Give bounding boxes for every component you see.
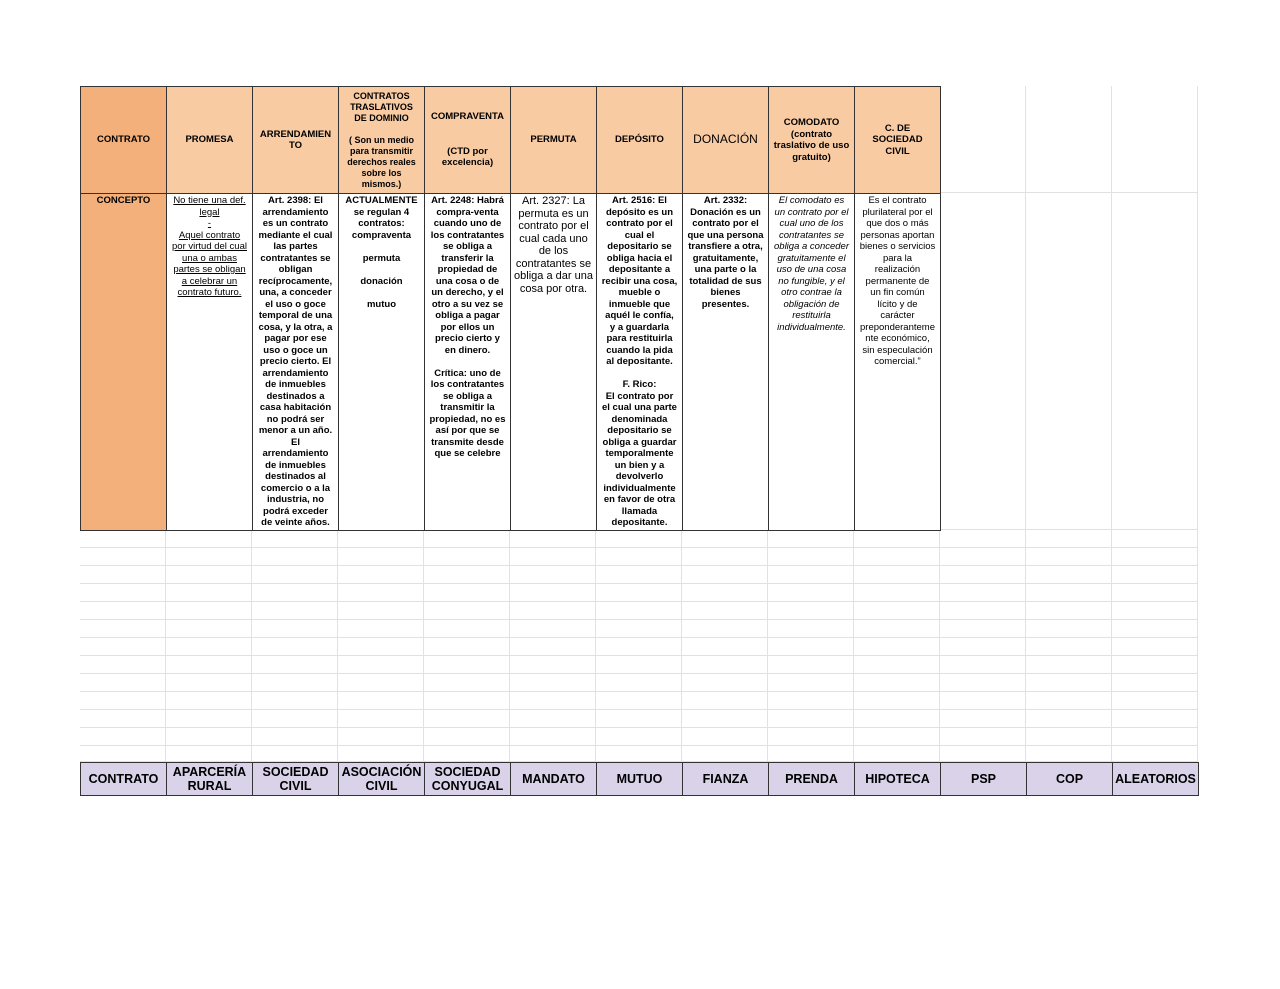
empty-cell bbox=[424, 656, 510, 674]
empty-cell bbox=[768, 638, 854, 656]
empty-cell bbox=[338, 584, 424, 602]
contract-type-cell: COP bbox=[1026, 762, 1113, 796]
empty-cell bbox=[940, 638, 1026, 656]
empty-cell bbox=[940, 566, 1026, 584]
contract-type-cell: FIANZA bbox=[682, 762, 769, 796]
empty-cell bbox=[424, 620, 510, 638]
empty-cell bbox=[252, 566, 338, 584]
empty-cell bbox=[1026, 530, 1112, 548]
empty-cell bbox=[80, 656, 166, 674]
empty-cell bbox=[682, 584, 768, 602]
empty-cell bbox=[166, 692, 252, 710]
empty-cell bbox=[338, 620, 424, 638]
empty-cell bbox=[80, 692, 166, 710]
concept-label: CONCEPTO bbox=[80, 193, 167, 531]
empty-cell bbox=[252, 656, 338, 674]
empty-cell bbox=[940, 548, 1026, 566]
empty-cell bbox=[424, 746, 510, 762]
empty-cell bbox=[1026, 746, 1112, 762]
empty-cell bbox=[940, 602, 1026, 620]
concept-arrendamiento: Art. 2398: El arrendamiento es un contrato mediante el cual las partes contratantes se obligan recíprocamente, una, a conceder el uso o goce temporal de una cosa, y la otra, a pagar por ese uso o goce un precio cierto. El arrendamiento de inmuebles destinados a casa habitación no podrá ser menor a un año. El arrendamiento de inmuebles destinados al comercio o a la industria, no podrá exceder de veinte años. bbox=[252, 193, 339, 531]
header-promesa: PROMESA bbox=[166, 86, 253, 194]
empty-cell bbox=[1112, 638, 1198, 656]
concept-permuta: Art. 2327: La permuta es un contrato por el cual cada uno de los contratantes se obliga a dar una cosa por otra. bbox=[510, 193, 597, 531]
empty-cell bbox=[424, 548, 510, 566]
empty-cell bbox=[80, 728, 166, 746]
contract-type-cell: SOCIEDAD CIVIL bbox=[252, 762, 339, 796]
empty-cell bbox=[768, 692, 854, 710]
empty-cell bbox=[338, 548, 424, 566]
concept-sociedad-civil: Es el contrato plurilateral por el que dos o más personas aportan bienes o servicios para la realización permanente de un fin común lícito y de carácter preponderanteme nte económico, sin especulación comercial.” bbox=[854, 193, 941, 531]
empty-cell bbox=[166, 638, 252, 656]
empty-cell bbox=[338, 566, 424, 584]
empty-cell bbox=[768, 548, 854, 566]
empty-cell bbox=[940, 692, 1026, 710]
empty-cell bbox=[1112, 602, 1198, 620]
empty-cell bbox=[940, 193, 1026, 530]
empty-cell bbox=[510, 584, 596, 602]
empty-cell bbox=[768, 584, 854, 602]
empty-cell bbox=[1026, 674, 1112, 692]
contract-type-cell: APARCERÍA RURAL bbox=[166, 762, 253, 796]
empty-cell bbox=[1026, 584, 1112, 602]
empty-cell bbox=[1112, 566, 1198, 584]
empty-cell bbox=[338, 674, 424, 692]
empty-cell bbox=[1026, 86, 1112, 193]
header-arrendamiento: ARRENDAMIEN TO bbox=[252, 86, 339, 194]
header-permuta: PERMUTA bbox=[510, 86, 597, 194]
empty-cell bbox=[1026, 692, 1112, 710]
empty-cell bbox=[252, 638, 338, 656]
empty-cell bbox=[854, 692, 940, 710]
empty-cell bbox=[166, 584, 252, 602]
empty-cell bbox=[338, 692, 424, 710]
empty-cell bbox=[166, 620, 252, 638]
empty-cell bbox=[854, 674, 940, 692]
empty-cell bbox=[424, 728, 510, 746]
empty-cell bbox=[510, 728, 596, 746]
empty-cell bbox=[424, 710, 510, 728]
empty-cell bbox=[1112, 530, 1198, 548]
empty-cell bbox=[1112, 728, 1198, 746]
empty-cell bbox=[338, 602, 424, 620]
empty-cell bbox=[854, 530, 940, 548]
empty-cell bbox=[940, 620, 1026, 638]
empty-cell bbox=[854, 584, 940, 602]
header-comodato: COMODATO (contrato traslativo de uso gratuito) bbox=[768, 86, 855, 194]
empty-cell bbox=[768, 728, 854, 746]
empty-cell bbox=[682, 746, 768, 762]
empty-cell bbox=[768, 656, 854, 674]
concept-comodato: El comodato es un contrato por el cual uno de los contratantes se obliga a conceder gratuitamente el uso de una cosa no fungible, y el otro contrae la obligación de restituirla individualmente. bbox=[768, 193, 855, 531]
empty-cell bbox=[166, 674, 252, 692]
contract-type-cell: CONTRATO bbox=[80, 762, 167, 796]
empty-cell bbox=[338, 728, 424, 746]
empty-cell bbox=[768, 710, 854, 728]
empty-cell bbox=[166, 530, 252, 548]
empty-cell bbox=[1112, 620, 1198, 638]
contract-type-cell: PRENDA bbox=[768, 762, 855, 796]
empty-cell bbox=[1112, 656, 1198, 674]
empty-cell bbox=[940, 728, 1026, 746]
empty-cell bbox=[854, 602, 940, 620]
empty-cell bbox=[682, 530, 768, 548]
empty-cell bbox=[80, 674, 166, 692]
contract-type-cell: PSP bbox=[940, 762, 1027, 796]
empty-cell bbox=[338, 656, 424, 674]
empty-cell bbox=[768, 566, 854, 584]
empty-cell bbox=[252, 728, 338, 746]
header-donacion: DONACIÓN bbox=[682, 86, 769, 194]
empty-cell bbox=[854, 656, 940, 674]
empty-cell bbox=[1112, 710, 1198, 728]
empty-cell bbox=[424, 584, 510, 602]
empty-cell bbox=[510, 692, 596, 710]
header-contrato: CONTRATO bbox=[80, 86, 167, 194]
empty-cell bbox=[940, 86, 1026, 193]
empty-cell bbox=[510, 638, 596, 656]
empty-cell bbox=[854, 710, 940, 728]
empty-cell bbox=[510, 566, 596, 584]
empty-cell bbox=[1026, 566, 1112, 584]
empty-cell bbox=[1112, 674, 1198, 692]
empty-cell bbox=[1026, 548, 1112, 566]
empty-cell bbox=[252, 530, 338, 548]
empty-cell bbox=[166, 602, 252, 620]
empty-cell bbox=[424, 566, 510, 584]
empty-cell bbox=[80, 602, 166, 620]
empty-cell bbox=[80, 566, 166, 584]
empty-cell bbox=[338, 638, 424, 656]
empty-cell bbox=[252, 548, 338, 566]
empty-cell bbox=[338, 530, 424, 548]
empty-cell bbox=[682, 620, 768, 638]
empty-cell bbox=[80, 638, 166, 656]
empty-cell bbox=[682, 548, 768, 566]
header-sociedad-civil: C. DE SOCIEDAD CIVIL bbox=[854, 86, 941, 194]
empty-cell bbox=[510, 656, 596, 674]
empty-cell bbox=[424, 602, 510, 620]
empty-cell bbox=[1026, 728, 1112, 746]
empty-cell bbox=[596, 530, 682, 548]
empty-cell bbox=[596, 566, 682, 584]
header-traslativos-dominio: CONTRATOS TRASLATIVOS DE DOMINIO ( Son un medio para transmitir derechos reales sobre los mismos.) bbox=[338, 86, 425, 194]
empty-cell bbox=[166, 548, 252, 566]
empty-cell bbox=[940, 674, 1026, 692]
empty-cell bbox=[166, 728, 252, 746]
empty-cell bbox=[854, 746, 940, 762]
empty-cell bbox=[1112, 548, 1198, 566]
empty-cell bbox=[596, 638, 682, 656]
empty-cell bbox=[1026, 193, 1112, 530]
concept-donacion: Art. 2332: Donación es un contrato por el que una persona transfiere a otra, gratuitamente, una parte o la totalidad de sus bienes presentes. bbox=[682, 193, 769, 531]
empty-cell bbox=[682, 656, 768, 674]
empty-cell bbox=[80, 548, 166, 566]
header-compraventa: COMPRAVENTA (CTD por excelencia) bbox=[424, 86, 511, 194]
empty-cell bbox=[940, 746, 1026, 762]
empty-cell bbox=[510, 530, 596, 548]
concept-traslativos: ACTUALMENTE se regulan 4 contratos: compraventa permuta donación mutuo bbox=[338, 193, 425, 531]
empty-cell bbox=[682, 566, 768, 584]
empty-cell bbox=[682, 710, 768, 728]
empty-cell bbox=[252, 692, 338, 710]
empty-cell bbox=[854, 566, 940, 584]
empty-cell bbox=[1026, 656, 1112, 674]
concept-deposito: Art. 2516: El depósito es un contrato por el cual el depositario se obliga hacia el depositante a recibir una cosa, mueble o inmueble que aquél le confía, y a guardarla para restituirla cuando la pida al depositante. F. Rico: El contrato por el cual una parte denominada depositario se obliga a guardar temporalmente un bien y a devolverlo individualmente en favor de otra llamada depositante. bbox=[596, 193, 683, 531]
empty-cell bbox=[854, 620, 940, 638]
empty-cell bbox=[80, 530, 166, 548]
empty-cell bbox=[682, 674, 768, 692]
empty-cell bbox=[1112, 193, 1198, 530]
empty-cell bbox=[682, 638, 768, 656]
empty-cell bbox=[338, 710, 424, 728]
empty-cell bbox=[596, 728, 682, 746]
contract-type-cell: ASOCIACIÓN CIVIL bbox=[338, 762, 425, 796]
empty-cell bbox=[510, 710, 596, 728]
empty-cell bbox=[510, 620, 596, 638]
empty-cell bbox=[682, 692, 768, 710]
empty-cell bbox=[940, 584, 1026, 602]
contract-type-cell: MANDATO bbox=[510, 762, 597, 796]
empty-cell bbox=[252, 746, 338, 762]
contract-type-cell: MUTUO bbox=[596, 762, 683, 796]
empty-cell bbox=[1112, 692, 1198, 710]
empty-cell bbox=[682, 602, 768, 620]
empty-cell bbox=[252, 620, 338, 638]
contract-type-cell: HIPOTECA bbox=[854, 762, 941, 796]
empty-cell bbox=[1112, 86, 1198, 193]
empty-cell bbox=[682, 728, 768, 746]
empty-cell bbox=[596, 746, 682, 762]
empty-cell bbox=[596, 548, 682, 566]
concept-promesa: No tiene una def. legal - Aquel contrato por virtud del cual una o ambas partes se obligan a celebrar un contrato futuro. bbox=[166, 193, 253, 531]
empty-cell bbox=[596, 584, 682, 602]
concept-compraventa: Art. 2248: Habrá compra-venta cuando uno de los contratantes se obliga a transferir la propiedad de una cosa o de un derecho, y el otro a su vez se obliga a pagar por ellos un precio cierto y en dinero. Crítica: uno de los contratantes se obliga a transmitir la propiedad, no es así por que se transmite desde que se celebre bbox=[424, 193, 511, 531]
empty-cell bbox=[252, 710, 338, 728]
empty-cell bbox=[940, 656, 1026, 674]
empty-cell bbox=[252, 674, 338, 692]
empty-cell bbox=[166, 710, 252, 728]
empty-cell bbox=[166, 656, 252, 674]
empty-cell bbox=[768, 620, 854, 638]
empty-cell bbox=[940, 530, 1026, 548]
empty-cell bbox=[510, 602, 596, 620]
empty-cell bbox=[1112, 746, 1198, 762]
empty-cell bbox=[1026, 602, 1112, 620]
empty-cell bbox=[80, 710, 166, 728]
empty-cell bbox=[338, 746, 424, 762]
empty-cell bbox=[166, 746, 252, 762]
empty-cell bbox=[424, 530, 510, 548]
empty-cell bbox=[424, 638, 510, 656]
empty-cell bbox=[768, 602, 854, 620]
empty-cell bbox=[1112, 584, 1198, 602]
contract-type-cell: ALEATORIOS bbox=[1112, 762, 1199, 796]
empty-cell bbox=[80, 584, 166, 602]
header-deposito: DEPÓSITO bbox=[596, 86, 683, 194]
empty-cell bbox=[424, 692, 510, 710]
empty-cell bbox=[940, 710, 1026, 728]
empty-cell bbox=[768, 746, 854, 762]
empty-cell bbox=[596, 692, 682, 710]
empty-cell bbox=[510, 746, 596, 762]
empty-cell bbox=[80, 746, 166, 762]
empty-cell bbox=[854, 728, 940, 746]
empty-cell bbox=[166, 566, 252, 584]
empty-cell bbox=[80, 620, 166, 638]
empty-cell bbox=[854, 638, 940, 656]
empty-cell bbox=[510, 674, 596, 692]
empty-cell bbox=[854, 548, 940, 566]
empty-cell bbox=[596, 656, 682, 674]
empty-cell bbox=[768, 674, 854, 692]
empty-cell bbox=[1026, 638, 1112, 656]
empty-cell bbox=[596, 602, 682, 620]
empty-cell bbox=[510, 548, 596, 566]
empty-cell bbox=[768, 530, 854, 548]
contract-type-cell: SOCIEDAD CONYUGAL bbox=[424, 762, 511, 796]
empty-cell bbox=[424, 674, 510, 692]
empty-cell bbox=[596, 620, 682, 638]
empty-cell bbox=[252, 602, 338, 620]
empty-cell bbox=[596, 674, 682, 692]
empty-cell bbox=[252, 584, 338, 602]
empty-cell bbox=[596, 710, 682, 728]
empty-cell bbox=[1026, 620, 1112, 638]
empty-cell bbox=[1026, 710, 1112, 728]
